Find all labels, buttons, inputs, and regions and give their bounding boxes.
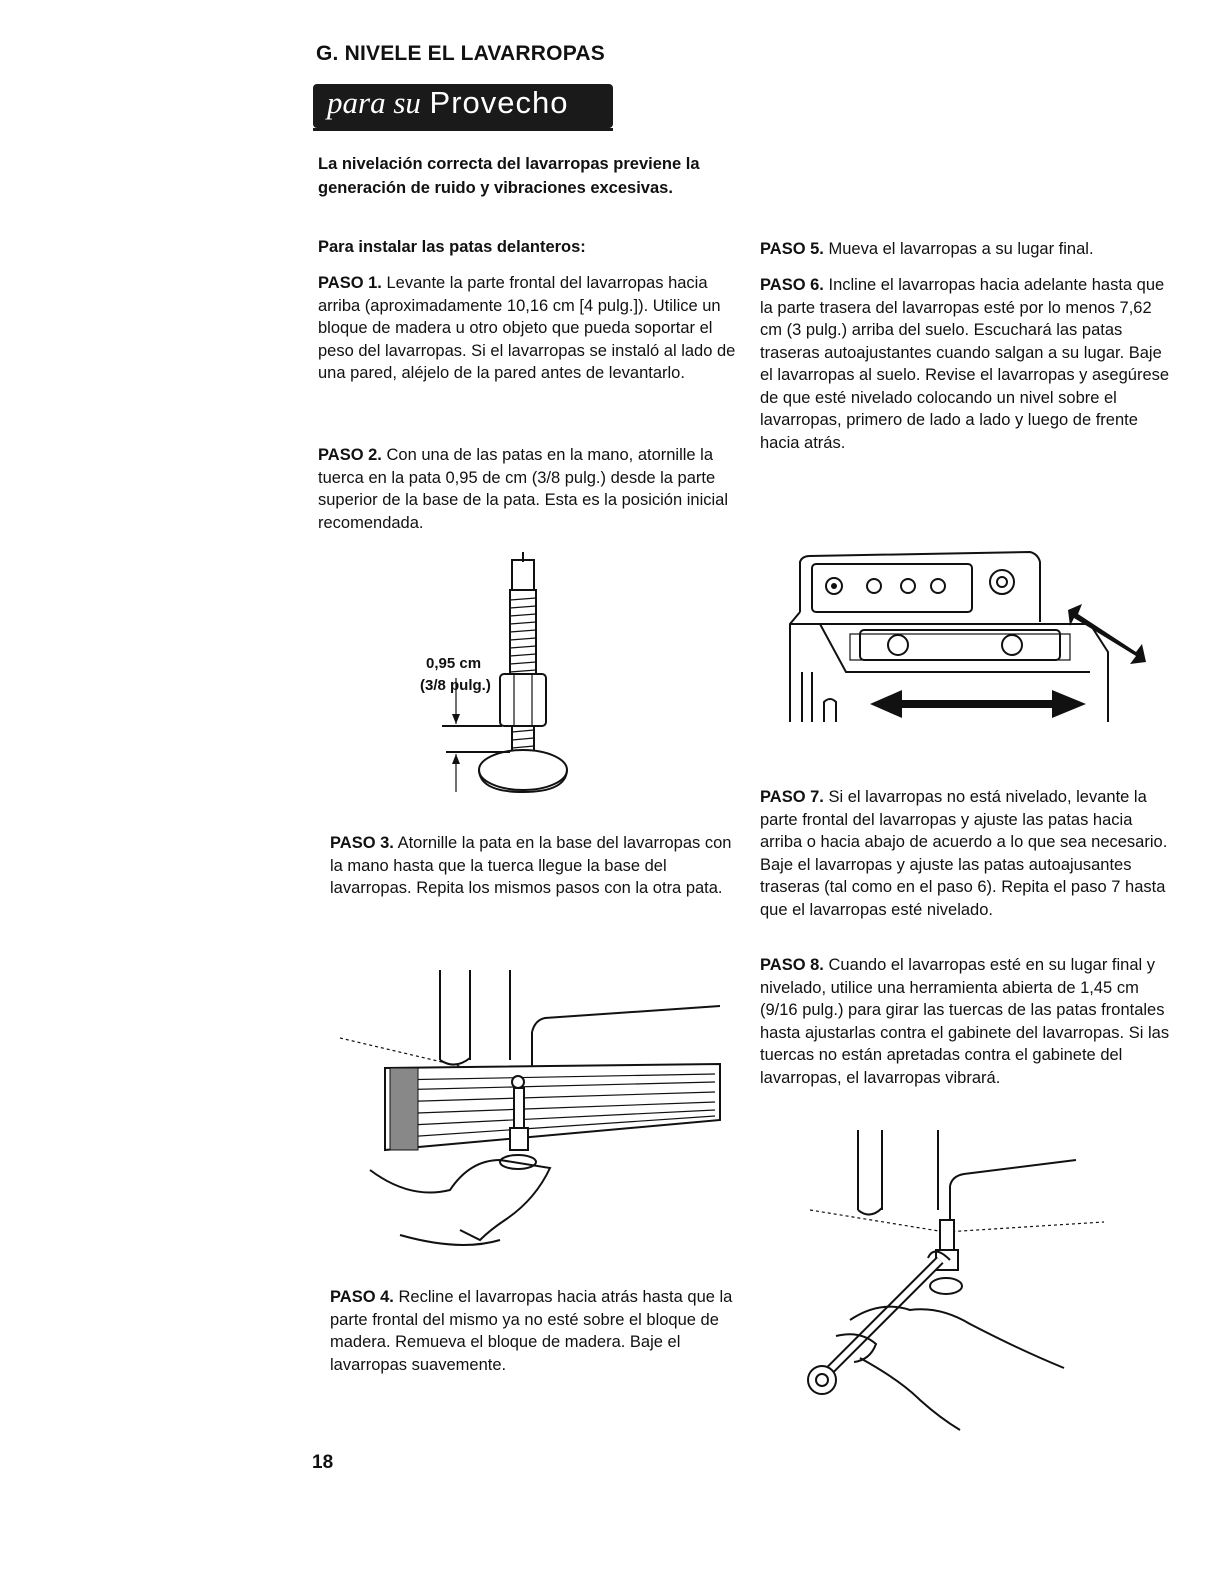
- wrench-tighten-figure: [800, 1130, 1100, 1440]
- step-6: [760, 274, 1178, 454]
- banner-italic: para su: [327, 85, 421, 120]
- para-su-provecho-banner: [313, 84, 613, 128]
- step-1-text: Levante la parte frontal del lavarropas hacia arriba (aproximadamente 10,16 cm [4 pulg.]). Utilice un bloque de madera u otro objeto que pueda soportar el peso del lavarropas. Si el lavarropas se instaló al lado de una pared, aléjelo de la pared antes de levantarlo.: [318, 274, 736, 382]
- leg-dimension-cm: 0,95 cm: [426, 655, 482, 672]
- subheading-front-legs: Para instalar las patas delanteros:: [318, 238, 586, 256]
- step-8-text: Cuando el lavarropas esté en su lugar final y nivelado, utilice una herramienta abierta de 1,45 cm (9/16 pulg.) para girar las tuercas de las patas frontales hasta ajustarlas contra el gabinete del lavarropas. Si las tuercas no están apretadas contra el gabinete del lavarropas, el lavarropas vibrará.: [760, 956, 1170, 1087]
- step-6-text: Incline el lavarropas hacia adelante hasta que la parte trasera del lavarropas esté por lo menos 7,62 cm (3 pulg.) arriba del suelo. Escuchará las patas traseras autoajustantes cuando salgan a su lugar. Baje el lavarropas al suelo. Revise el lavarropas y asegúrese de que esté nivelado colocando un nivel sobre el lavarropas, primero de lado a lado y luego de frente hacia atrás.: [760, 276, 1170, 452]
- step-3: [330, 832, 740, 900]
- step-7: [760, 786, 1178, 921]
- step-3-text: Atornille la pata en la base del lavarropas con la mano hasta que la tuerca llegue la base del lavarropas. Repita los mismos pasos con la otra pata.: [330, 834, 732, 897]
- intro-paragraph: La nivelación correcta del lavarropas previene la generación de ruido y vibraciones excesivas.: [318, 155, 700, 197]
- step-2-label: PASO 2.: [318, 446, 382, 464]
- step-6-label: PASO 6.: [760, 276, 824, 294]
- step-4: [330, 1286, 740, 1376]
- step-1-label: PASO 1.: [318, 274, 382, 292]
- step-2-text: Con una de las patas en la mano, atornille la tuerca en la pata 0,95 de cm (3/8 pulg.) desde la parte superior de la base de la pata. Esta es la posición inicial recomendada.: [318, 446, 728, 532]
- step-7-text: Si el lavarropas no está nivelado, levante la parte frontal del lavarropas y ajuste las patas hacia arriba o hacia abajo de acuerdo a lo que sea necesario. Baje el lavarropas y ajuste las patas autoajusantes traseras (tal como en el paso 6). Repita el paso 7 hasta que el lavarropas esté nivelado.: [760, 788, 1168, 919]
- install-leg-on-block-figure: [340, 970, 730, 1260]
- step-8-label: PASO 8.: [760, 956, 824, 974]
- banner-underline: [313, 128, 613, 131]
- step-4-label: PASO 4.: [330, 1288, 394, 1306]
- step-5-text: Mueva el lavarropas a su lugar final.: [828, 240, 1094, 258]
- step-1: [318, 272, 738, 385]
- banner-text: Provecho: [429, 85, 569, 120]
- step-7-label: PASO 7.: [760, 788, 824, 806]
- step-2: [318, 444, 738, 534]
- step-5: [760, 238, 1178, 261]
- washer-level-figure: [790, 552, 1160, 732]
- step-8: [760, 954, 1178, 1089]
- step-3-label: PASO 3.: [330, 834, 394, 852]
- section-title: G. NIVELE EL LAVARROPAS: [316, 42, 605, 65]
- leg-dimension-in: (3/8 pulg.): [420, 677, 491, 694]
- step-5-label: PASO 5.: [760, 240, 824, 258]
- step-4-text: Recline el lavarropas hacia atrás hasta que la parte frontal del mismo ya no esté sobre el bloque de madera. Remueva el bloque de madera. Baje el lavarropas suavemente.: [330, 1288, 733, 1374]
- leveling-leg-figure: [410, 552, 610, 802]
- page-number: 18: [312, 1452, 334, 1473]
